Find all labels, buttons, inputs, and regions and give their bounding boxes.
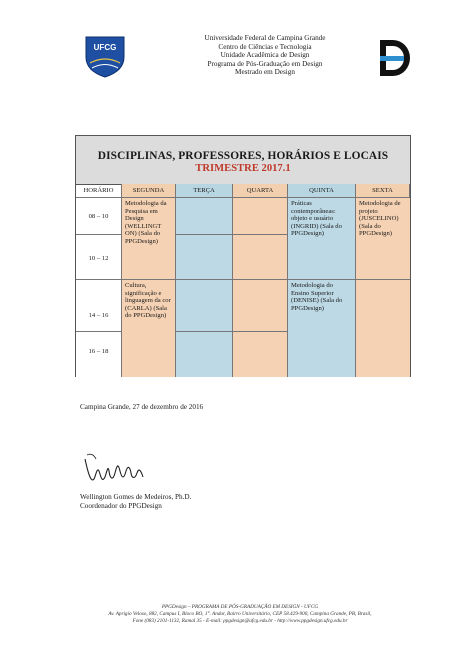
- schedule-subtitle: TRIMESTRE 2017.1: [195, 163, 291, 174]
- col-header-quarta: QUARTA: [233, 184, 288, 198]
- empty-slot: [233, 235, 288, 280]
- schedule-title-band: [76, 136, 410, 185]
- signer-block: [80, 493, 191, 511]
- empty-slot: [176, 280, 233, 332]
- time-label: 14 – 16: [88, 312, 109, 319]
- place-date: Campina Grande, 27 de dezembro de 2016: [80, 403, 204, 411]
- empty-slot: [233, 280, 288, 332]
- institution-header: [150, 34, 380, 77]
- footer-address: Av. Aprígio Veloso, 882, Campus I, Bloco BO, 1°. Andar, Bairro Universitário, CEP 58.429-900, Campina Grande, PB, Brasil,: [108, 611, 372, 617]
- signer-role: Coordenador do PPGDesign: [80, 502, 162, 510]
- col-header-terca: TERÇA: [176, 184, 233, 198]
- col-header-sexta: SEXTA: [356, 184, 410, 198]
- col-header-segunda: SEGUNDA: [122, 184, 176, 198]
- empty-slot: [176, 332, 233, 377]
- ppgdesign-logo: [378, 38, 412, 78]
- class-segunda-afternoon: Cultura, significação e linguagem da cor (CARLA) (Sala do PPGDesign): [122, 280, 176, 377]
- signer-name: Wellington Gomes de Medeiros, Ph.D.: [80, 493, 192, 501]
- time-label: 16 – 18: [88, 348, 109, 355]
- empty-slot: [176, 198, 233, 235]
- class-quinta-morning: Práticas contemporâneas: objeto e usuário (INGRID) (Sala do PPGDesign): [288, 198, 356, 280]
- class-segunda-morning: Metodologia da Pesquisa em Design (WELLINGT ON) (Sala do PPGDesign): [122, 198, 176, 280]
- header-line-university: Universidade Federal de Campina Grande: [204, 34, 326, 42]
- footer-program: PPGDesign – PROGRAMA DE PÓS-GRADUAÇÃO EM DESIGN - UFCG: [161, 604, 319, 610]
- col-header-quinta: QUINTA: [288, 184, 356, 198]
- ufcg-logo: [80, 33, 130, 79]
- time-label: 08 – 10: [88, 213, 109, 220]
- header-line-masters: Mestrado em Design: [235, 68, 295, 77]
- empty-slot: [356, 280, 410, 377]
- empty-slot: [233, 332, 288, 377]
- col-header-horario: HORÁRIO: [76, 184, 122, 198]
- schedule-title: DISCIPLINAS, PROFESSORES, HORÁRIOS E LOCAIS: [97, 150, 389, 162]
- schedule-table: [75, 135, 411, 377]
- header-line-center: Centro de Ciências e Tecnologia: [218, 42, 312, 51]
- ufcg-logo-text: UFCG: [93, 43, 117, 52]
- footer-contact: Fone (083) 2101-1132, Ramal 35 - E-mail: ppgdesign@ufcg.edu.br - http://www.ppgdesign.ufcg.edu.br: [132, 618, 348, 624]
- time-slot: [76, 198, 122, 235]
- time-slot: [76, 235, 122, 280]
- signature: [82, 449, 146, 491]
- time-slot: [76, 332, 122, 377]
- class-sexta-morning: Metodologia de projeto (JUSCELINO) (Sala do PPGDesign): [356, 198, 410, 280]
- header-line-program: Programa de Pós-Graduação em Design: [207, 59, 323, 68]
- footer: [80, 604, 400, 625]
- empty-slot: [233, 198, 288, 235]
- time-slot: [76, 280, 122, 332]
- time-label: 10 – 12: [88, 255, 109, 262]
- class-quinta-afternoon: Metodologia do Ensino Superior (DENISE) (Sala do PPGDesign): [288, 280, 356, 377]
- empty-slot: [176, 235, 233, 280]
- header-line-unit: Unidade Acadêmica de Design: [220, 51, 310, 60]
